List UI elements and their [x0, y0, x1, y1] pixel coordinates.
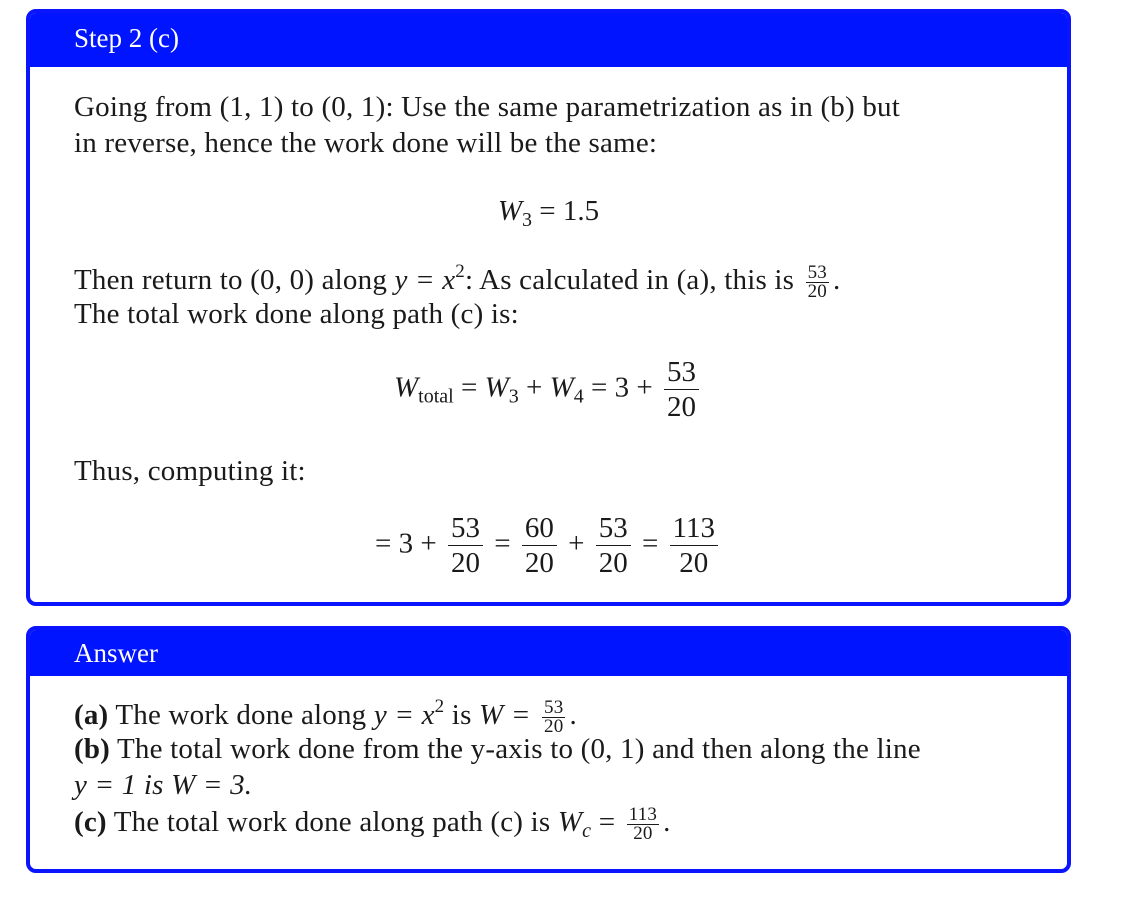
eq3-fraction-3 — [596, 513, 631, 579]
eq3-f3-numerator: 53 — [596, 513, 631, 546]
eq3-fraction-1 — [448, 513, 483, 579]
answer-a-fraction-numerator: 53 — [544, 696, 564, 718]
answer-a-fraction — [542, 696, 565, 737]
eq2-plus: + — [518, 371, 550, 404]
answer-box-title: Answer — [30, 630, 1067, 676]
eq3-f1-numerator: 53 — [448, 513, 483, 546]
eq2-w4: W — [549, 371, 574, 404]
answer-a-period: . — [569, 699, 577, 731]
eq3-f1-denominator: 20 — [450, 547, 480, 580]
paragraph-1-line-1: Going from (1, 1) to (0, 1): Use the same parametrization as in (b) but — [74, 91, 900, 123]
answer-c-w: W — [557, 806, 583, 839]
answer-c-fraction-denominator: 20 — [633, 823, 653, 845]
eq3-f4-numerator: 113 — [670, 513, 718, 546]
answer-b-line-2: y = 1 is W = 3. — [74, 769, 253, 801]
para2-fraction-numerator: 53 — [807, 261, 828, 283]
eq-w3-symbol: W — [497, 195, 523, 227]
answer-a-equation: y = x — [373, 699, 435, 731]
paragraph-1-line-2: in reverse, hence the work done will be the same: — [74, 127, 658, 159]
answer-c-text: The total work done along path (c) is — [106, 806, 558, 839]
paragraph-2-line-1 — [74, 261, 840, 301]
eq2-w: W — [394, 371, 419, 404]
eq2-fraction-numerator: 53 — [664, 357, 699, 390]
step-box-title: Step 2 (c) — [30, 13, 1067, 67]
equation-w-total — [30, 357, 1067, 423]
eq-w3-subscript: 3 — [522, 209, 533, 231]
para2-period: . — [833, 264, 841, 296]
eq3-equals-b: = — [634, 527, 666, 560]
eq2-fraction-denominator: 20 — [667, 391, 696, 424]
answer-c-period: . — [663, 806, 671, 839]
eq-w3-value: = 1.5 — [539, 195, 600, 227]
eq2-equals: = — [453, 371, 485, 404]
answer-a-text: The work done along — [108, 699, 374, 731]
answer-c-label: (c) — [74, 806, 107, 839]
answer-box — [26, 626, 1071, 873]
eq3-fraction-2 — [522, 513, 557, 579]
eq2-w3: W — [484, 371, 509, 404]
eq2-fraction — [664, 357, 699, 423]
para2-text-b: : As calculated in (a), this is — [465, 264, 802, 296]
eq3-f2-numerator: 60 — [522, 513, 557, 546]
eq3-f4-denominator: 20 — [679, 547, 709, 580]
para2-superscript: 2 — [455, 261, 465, 282]
eq2-rest: = 3 + — [583, 371, 660, 404]
para2-fraction — [806, 261, 829, 302]
answer-a-mid: is — [444, 699, 480, 731]
answer-a-superscript: 2 — [434, 696, 445, 717]
eq3-plus: + — [560, 527, 592, 560]
answer-b-text: The total work done from the y-axis to (0, 1) and then along the line — [110, 733, 921, 765]
eq2-w3-subscript: 3 — [508, 385, 519, 408]
eq2-w4-subscript: 4 — [573, 385, 584, 408]
equation-w3 — [30, 195, 1067, 232]
answer-c-subscript: c — [582, 820, 592, 843]
answer-a-label: (a) — [74, 699, 109, 731]
answer-b — [74, 733, 921, 766]
paragraph-2-line-2: The total work done along path (c) is: — [74, 298, 519, 330]
eq3-f2-denominator: 20 — [524, 547, 554, 580]
eq2-w-subscript: total — [418, 385, 454, 408]
answer-a — [74, 696, 577, 736]
para2-fraction-denominator: 20 — [807, 280, 828, 302]
answer-c-fraction — [627, 806, 659, 843]
eq3-fraction-4 — [670, 513, 718, 579]
answer-c — [74, 806, 671, 843]
eq3-f3-denominator: 20 — [598, 547, 628, 580]
answer-b-label: (b) — [74, 733, 111, 765]
answer-c-fraction-numerator: 113 — [628, 804, 658, 825]
eq3-start: = 3 + — [375, 527, 444, 560]
equation-computation — [30, 513, 1067, 579]
answer-c-equals: = — [591, 806, 623, 839]
para2-text-a: Then return to (0, 0) along — [74, 264, 395, 296]
answer-a-w: W = — [479, 699, 539, 731]
step-box — [26, 9, 1071, 606]
paragraph-3: Thus, computing it: — [74, 455, 306, 487]
eq3-equals-a: = — [486, 527, 518, 560]
para2-equation: y = x — [394, 264, 456, 296]
answer-a-fraction-denominator: 20 — [544, 715, 564, 737]
